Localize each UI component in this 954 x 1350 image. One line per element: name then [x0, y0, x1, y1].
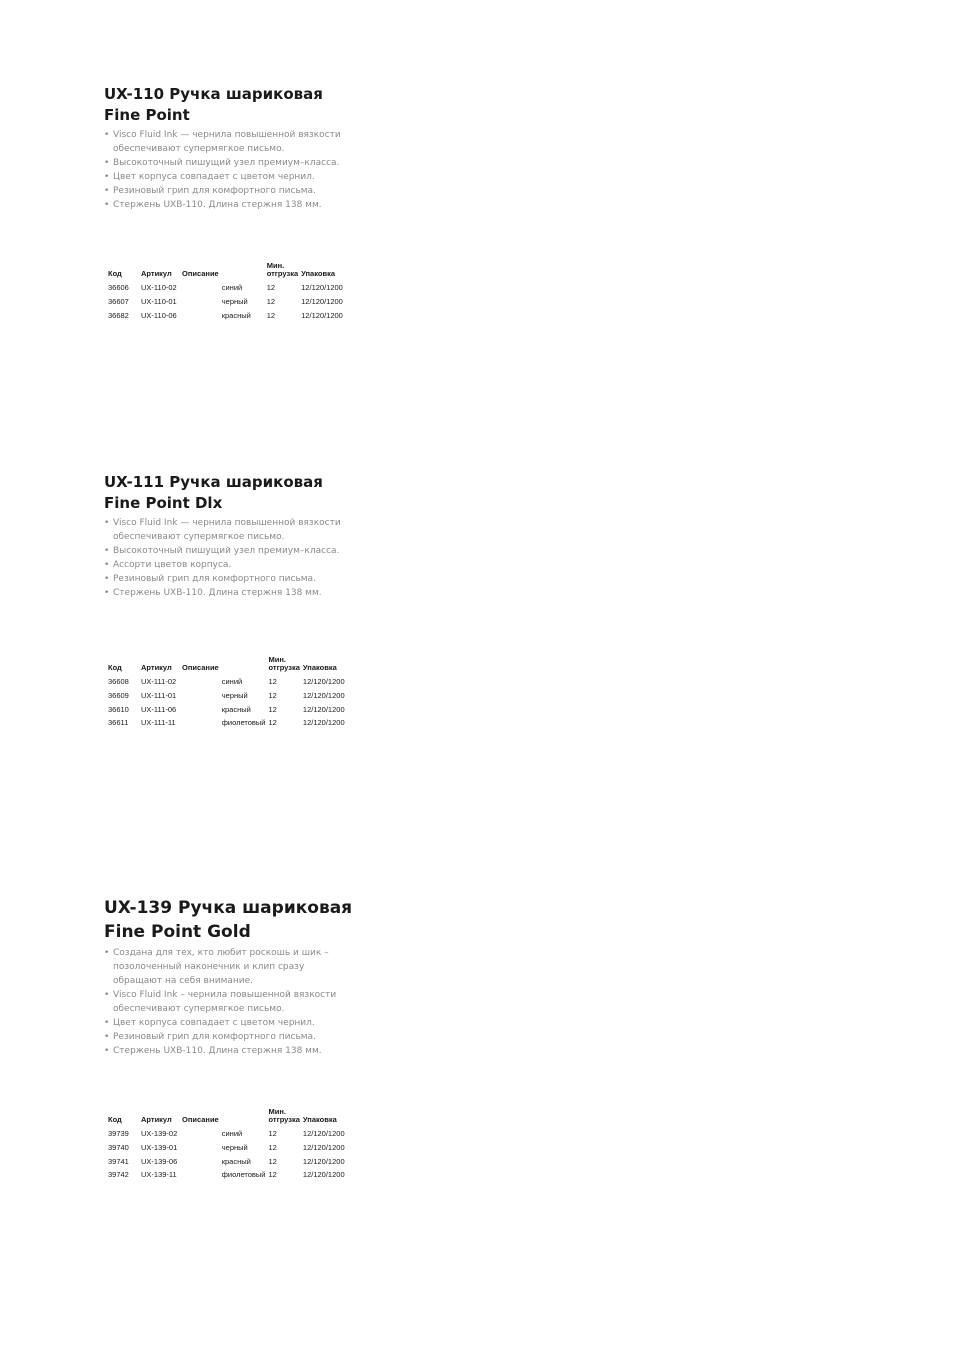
cell-description: черный	[221, 296, 248, 306]
table-header-row	[108, 656, 348, 675]
feature-item: • Visco Fluid Ink — чернила повышенной вязкости обеспечивают супермягкое письмо.	[104, 516, 354, 544]
cell-pack: 12/120/1200	[301, 310, 343, 320]
cell-spacer	[182, 295, 222, 309]
table-row	[108, 1155, 348, 1169]
cell-spacer	[182, 1141, 222, 1155]
header-description-spacer	[222, 656, 269, 675]
feature-item: • Цвет корпуса совпадает с цветом чернил.	[104, 170, 354, 184]
header-description-spacer	[222, 1108, 269, 1127]
feature-item: • Резиновый грип для комфортного письма.	[104, 184, 354, 198]
table-row	[108, 281, 346, 295]
feature-item: • Visco Fluid Ink — чернила повышенной вязкости обеспечивают супермягкое письмо.	[104, 128, 354, 156]
header-min-line1: Мин.	[268, 1107, 286, 1116]
product-title-line2: Fine Point Dlx	[104, 494, 223, 512]
cell-article: UX-110-02	[141, 283, 177, 292]
cell-code: 36682	[108, 310, 129, 320]
cell-spacer	[182, 716, 222, 730]
product-title-line1: UX-110 Ручка шариковая	[104, 85, 323, 103]
cell-spacer	[182, 309, 222, 323]
cell-article: UX-111-01	[141, 690, 177, 700]
header-article: Артикул	[141, 663, 172, 672]
feature-item: • Ассорти цветов корпуса.	[104, 558, 354, 572]
feature-item: • Стержень UXB-110. Длина стержня 138 мм.	[104, 1044, 354, 1058]
product-title-line1: UX-139 Ручка шариковая	[104, 898, 353, 918]
cell-spacer	[182, 1127, 222, 1141]
cell-min: 12	[266, 310, 276, 320]
cell-description: черный	[221, 690, 248, 700]
spec-table	[108, 1108, 348, 1182]
table-row	[108, 295, 346, 309]
cell-min: 12	[266, 283, 276, 292]
cell-article: UX-139-02	[141, 1129, 178, 1138]
cell-article: UX-139-01	[141, 1142, 178, 1152]
header-code: Код	[108, 269, 122, 278]
header-min-shipment	[269, 1108, 303, 1127]
cell-pack: 12/120/1200	[302, 1129, 345, 1138]
header-min-line2: отгрузка	[266, 269, 299, 278]
product-ux-139	[104, 896, 424, 1182]
header-min-line1: Мин.	[266, 261, 285, 270]
feature-item: • Стержень UXB-110. Длина стержня 138 мм.	[104, 198, 354, 212]
header-code: Код	[108, 663, 122, 672]
cell-min: 12	[268, 704, 277, 714]
cell-description: фиолетовый	[221, 718, 266, 728]
header-description: Описание	[182, 1115, 219, 1124]
product-title-line1: UX-111 Ручка шариковая	[104, 473, 323, 491]
product-title	[104, 472, 424, 514]
header-min-line1: Мин.	[268, 655, 286, 664]
feature-item: • Стержень UXB-110. Длина стержня 138 мм.	[104, 586, 354, 600]
product-title	[104, 84, 424, 126]
cell-description: фиолетовый	[221, 1170, 266, 1180]
table-header-row	[108, 262, 346, 281]
table-row	[108, 689, 348, 703]
cell-pack: 12/120/1200	[301, 296, 343, 306]
cell-pack: 12/120/1200	[302, 690, 345, 700]
cell-pack: 12/120/1200	[302, 677, 345, 686]
table-row	[108, 675, 348, 689]
product-title-line2: Fine Point	[104, 106, 190, 124]
cell-article: UX-111-06	[141, 704, 177, 714]
product-ux-110	[104, 84, 424, 322]
cell-min: 12	[268, 1129, 277, 1138]
spec-table	[108, 656, 348, 730]
cell-pack: 12/120/1200	[302, 1142, 345, 1152]
cell-code: 36607	[108, 296, 129, 306]
cell-min: 12	[268, 677, 277, 686]
cell-min: 12	[268, 718, 277, 728]
cell-description: черный	[221, 1142, 248, 1152]
cell-min: 12	[266, 296, 276, 306]
spec-table	[108, 262, 346, 322]
feature-item: • Высокоточный пишущий узел премиум–класса.	[104, 544, 354, 558]
feature-item: • Резиновый грип для комфортного письма.	[104, 1030, 354, 1044]
cell-pack: 12/120/1200	[302, 718, 345, 728]
feature-item: • Резиновый грип для комфортного письма.	[104, 572, 354, 586]
cell-code: 36608	[108, 677, 129, 686]
header-pack: Упаковка	[302, 663, 337, 672]
header-description: Описание	[182, 663, 219, 672]
table-row	[108, 716, 348, 730]
table-row	[108, 703, 348, 717]
cell-code: 39741	[108, 1156, 129, 1166]
header-pack: Упаковка	[301, 269, 335, 278]
header-description-spacer	[222, 262, 267, 281]
cell-spacer	[182, 1155, 222, 1169]
cell-spacer	[182, 703, 222, 717]
cell-description: синий	[221, 283, 243, 292]
table-row	[108, 1141, 348, 1155]
feature-list	[104, 128, 354, 212]
header-min-line2: отгрузка	[268, 1115, 300, 1124]
feature-item: • Высокоточный пишущий узел премиум–класса.	[104, 156, 354, 170]
cell-article: UX-110-01	[141, 296, 177, 306]
header-description: Описание	[182, 269, 219, 278]
product-title-line2: Fine Point Gold	[104, 922, 251, 942]
feature-item: • Visco Fluid Ink – чернила повышенной вязкости обеспечивают супермягкое письмо.	[104, 988, 354, 1016]
header-pack: Упаковка	[302, 1115, 337, 1124]
cell-code: 39742	[108, 1170, 129, 1180]
header-min-shipment	[267, 262, 301, 281]
cell-min: 12	[268, 1142, 277, 1152]
cell-pack: 12/120/1200	[302, 704, 345, 714]
cell-description: синий	[221, 677, 243, 686]
cell-pack: 12/120/1200	[301, 283, 343, 292]
cell-spacer	[182, 1168, 222, 1182]
cell-pack: 12/120/1200	[302, 1170, 345, 1180]
cell-description: синий	[221, 1129, 243, 1138]
cell-min: 12	[268, 690, 277, 700]
cell-spacer	[182, 281, 222, 295]
cell-article: UX-139-11	[141, 1170, 177, 1180]
cell-code: 39739	[108, 1129, 129, 1138]
table-header-row	[108, 1108, 348, 1127]
feature-list	[104, 946, 354, 1058]
header-min-line2: отгрузка	[268, 663, 300, 672]
header-article: Артикул	[141, 1115, 172, 1124]
product-ux-111	[104, 472, 424, 730]
cell-code: 36610	[108, 704, 129, 714]
table-row	[108, 1127, 348, 1141]
header-min-shipment	[269, 656, 303, 675]
cell-description: красный	[221, 1156, 251, 1166]
cell-description: красный	[221, 310, 251, 320]
feature-item: • Цвет корпуса совпадает с цветом чернил.	[104, 1016, 354, 1030]
header-code: Код	[108, 1115, 122, 1124]
cell-article: UX-111-11	[141, 718, 176, 728]
table-row	[108, 1168, 348, 1182]
cell-spacer	[182, 675, 222, 689]
cell-code: 36606	[108, 283, 129, 292]
cell-article: UX-139-06	[141, 1156, 178, 1166]
cell-article: UX-111-02	[141, 677, 177, 686]
cell-pack: 12/120/1200	[302, 1156, 345, 1166]
cell-min: 12	[268, 1156, 277, 1166]
feature-list	[104, 516, 354, 600]
cell-code: 36611	[108, 718, 129, 728]
cell-code: 36609	[108, 690, 129, 700]
header-article: Артикул	[141, 269, 172, 278]
product-title	[104, 896, 424, 944]
cell-code: 39740	[108, 1142, 129, 1152]
cell-min: 12	[268, 1170, 277, 1180]
feature-item: • Создана для тех, кто любит роскошь и шик – позолоченный наконечник и клип сразу обращают на себя внимание.	[104, 946, 354, 988]
cell-article: UX-110-06	[141, 310, 177, 320]
cell-description: красный	[221, 704, 251, 714]
cell-spacer	[182, 689, 222, 703]
table-row	[108, 309, 346, 323]
